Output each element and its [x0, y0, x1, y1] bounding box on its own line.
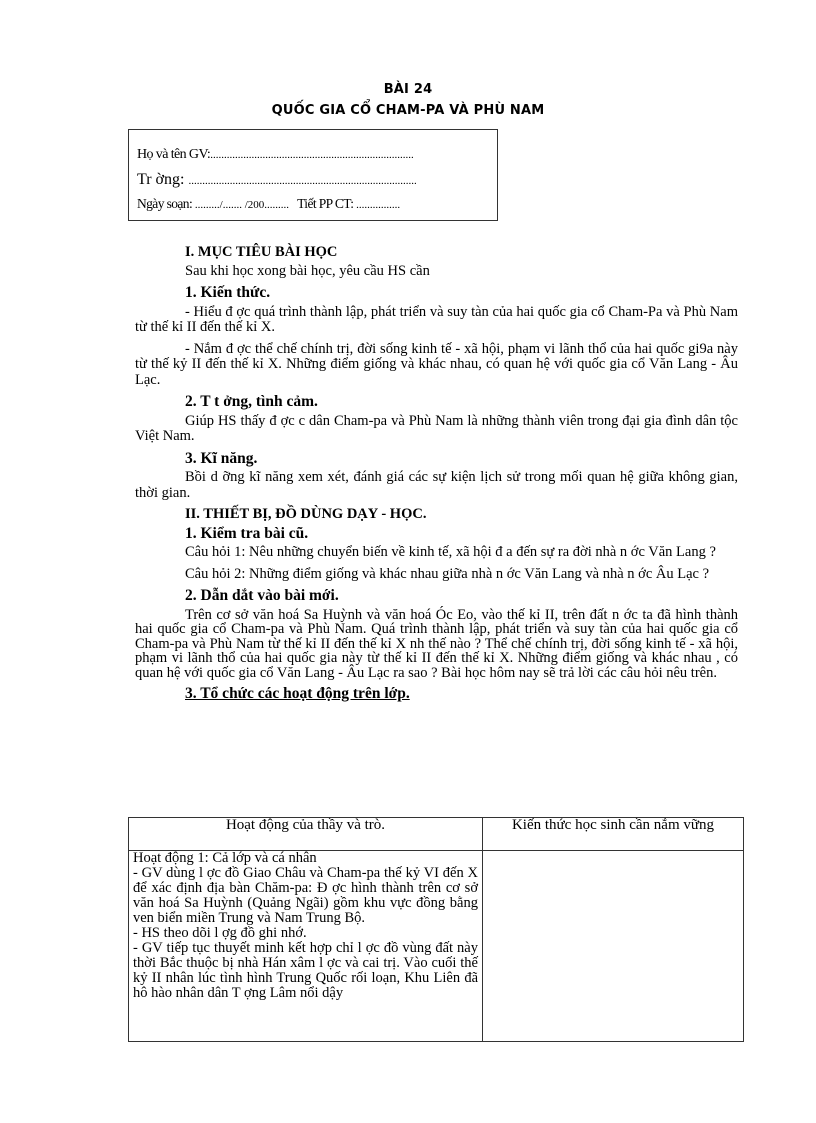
lesson-number: BÀI 24: [383, 82, 433, 97]
activities-table: [128, 817, 744, 1042]
teacher-name-line: [137, 147, 414, 163]
date-line: [137, 196, 400, 212]
school-line: [137, 171, 417, 189]
period-label: Tiết PP CT:: [297, 196, 354, 211]
table-header-row: [129, 818, 744, 851]
knowledge-heading: 1. Kiến thức.: [185, 284, 271, 301]
period-blank: ................: [356, 199, 401, 211]
thought-paragraph: Giúp HS thấy đ ợc c dân Cham-pa và Phù Nam là những thành viên trong đại gia đình dân tộc Việt Nam.: [135, 412, 738, 444]
objectives-intro: Sau khi học xong bài học, yêu cầu HS cần: [185, 262, 430, 279]
knowledge-paragraph-2: - Nắm đ ợc thể chế chính trị, đời sống kinh tế - xã hội, phạm vi lãnh thổ của hai quốc gi9a này từ thế kỷ II đến thế kỉ X. Những điểm giống và khác nhau, có quan hệ với quốc gia cổ Văn Lang - Âu Lạc.: [135, 340, 738, 388]
activity-line: - GV tiếp tục thuyết minh kết hợp chỉ l ợc đồ vùng đất này thời Bắc thuộc bị nhà Hán xâm l ợc và cai trị. Vào cuối thế kỷ II nhân lúc tình hình Trung Quốc rối loạn, Khu Liên đã hô hào nhân dân T ợng Lâm nổi dậy: [133, 940, 478, 1001]
skills-paragraph: Bồi d ỡng kĩ năng xem xét, đánh giá các sự kiện lịch sử trong mối quan hệ giữa không gian, thời gian.: [135, 469, 738, 501]
activities-heading: 3. Tổ chức các hoạt động trên lớp.: [185, 685, 410, 702]
review-question-2: Câu hỏi 2: Những điểm giống và khác nhau giữa nhà n ớc Văn Lang và nhà n ớc Âu Lạc ?: [185, 565, 710, 582]
knowledge-paragraph-1: - Hiểu đ ợc quá trình thành lập, phát triển và suy tàn của hai quốc gia cổ Cham-Pa và Phù Nam từ thế kỉ II đến thế kỉ X.: [135, 303, 738, 335]
activity-cell: [129, 851, 483, 1042]
teacher-name-label: Họ và tên GV:: [137, 147, 211, 162]
activity-line: - HS theo dõi l ợg đồ ghi nhớ.: [133, 925, 307, 941]
lesson-title: QUỐC GIA CỔ CHAM-PA VÀ PHÙ NAM: [271, 103, 545, 118]
school-label: Tr ờng:: [137, 171, 185, 188]
activity-line: - GV dùng l ợc đồ Giao Châu và Cham-pa thế kỷ VI đến X để xác định địa bàn Chăm-pa: Đ ợc hình thành trên cơ sở văn hoá Sa Huỳnh (Quảng Ngãi) gồm khu vực đồng bằng ven biển miền Trung và Nam Trung Bộ.: [133, 865, 478, 926]
skills-heading: 3. Kĩ năng.: [185, 449, 258, 467]
intro-paragraph: Trên cơ sở văn hoá Sa Huỳnh và văn hoá Óc Eo, vào thế kỉ II, trên đất n ớc ta đã hình thành hai quốc gia cổ Cham-pa và Phù Nam. Quá trình thành lập, phát triển và suy tàn của hai quốc gia cổ Cham-pa và Phù Nam từ thế kỉ II đến thế kỉ X nh thế nào ? Thể chế chính trị, đời sống kinh tế - xã hội, phạm vi lãnh thổ của hai quốc gia này từ thế kỉ II đến thế kỉ X. Những điểm giống và khác nhau , có quan hệ với quốc gia cổ Văn Lang - Âu Lạc ra sao ? Bài học hôm nay sẽ trả lời các câu hỏi nêu trên.: [135, 606, 738, 681]
teacher-info-box: [128, 129, 498, 221]
knowledge-cell: [483, 851, 744, 1042]
objectives-heading: I. MỤC TIÊU BÀI HỌC: [185, 244, 338, 260]
thought-heading: 2. T t ởng, tình cảm.: [185, 393, 318, 410]
lesson-body: [135, 245, 738, 706]
header-teacher-student-activities: Hoạt động của thầy và trò.: [129, 818, 483, 851]
date-blank: ........./....... /200.........: [194, 199, 290, 211]
teacher-name-blank: ..........................................................................: [210, 149, 414, 161]
school-blank: ...................................................................................: [188, 175, 417, 187]
review-question-1: Câu hỏi 1: Nêu những chuyển biến về kinh tế, xã hội đ a đến sự ra đời nhà n ớc Văn Lang ?: [185, 544, 716, 560]
header-required-knowledge: Kiến thức học sinh cần nắm vững: [483, 818, 744, 851]
table-row: [129, 851, 744, 1042]
review-heading: 1. Kiểm tra bài cũ.: [185, 524, 309, 542]
equipment-heading: II. THIẾT BỊ, ĐỒ DÙNG DẠY - HỌC.: [185, 506, 427, 522]
date-label: Ngày soạn:: [137, 196, 193, 211]
activity-line: Hoạt động 1: Cả lớp và cá nhân: [133, 850, 317, 866]
intro-heading: 2. Dẫn dắt vào bài mới.: [185, 587, 339, 604]
